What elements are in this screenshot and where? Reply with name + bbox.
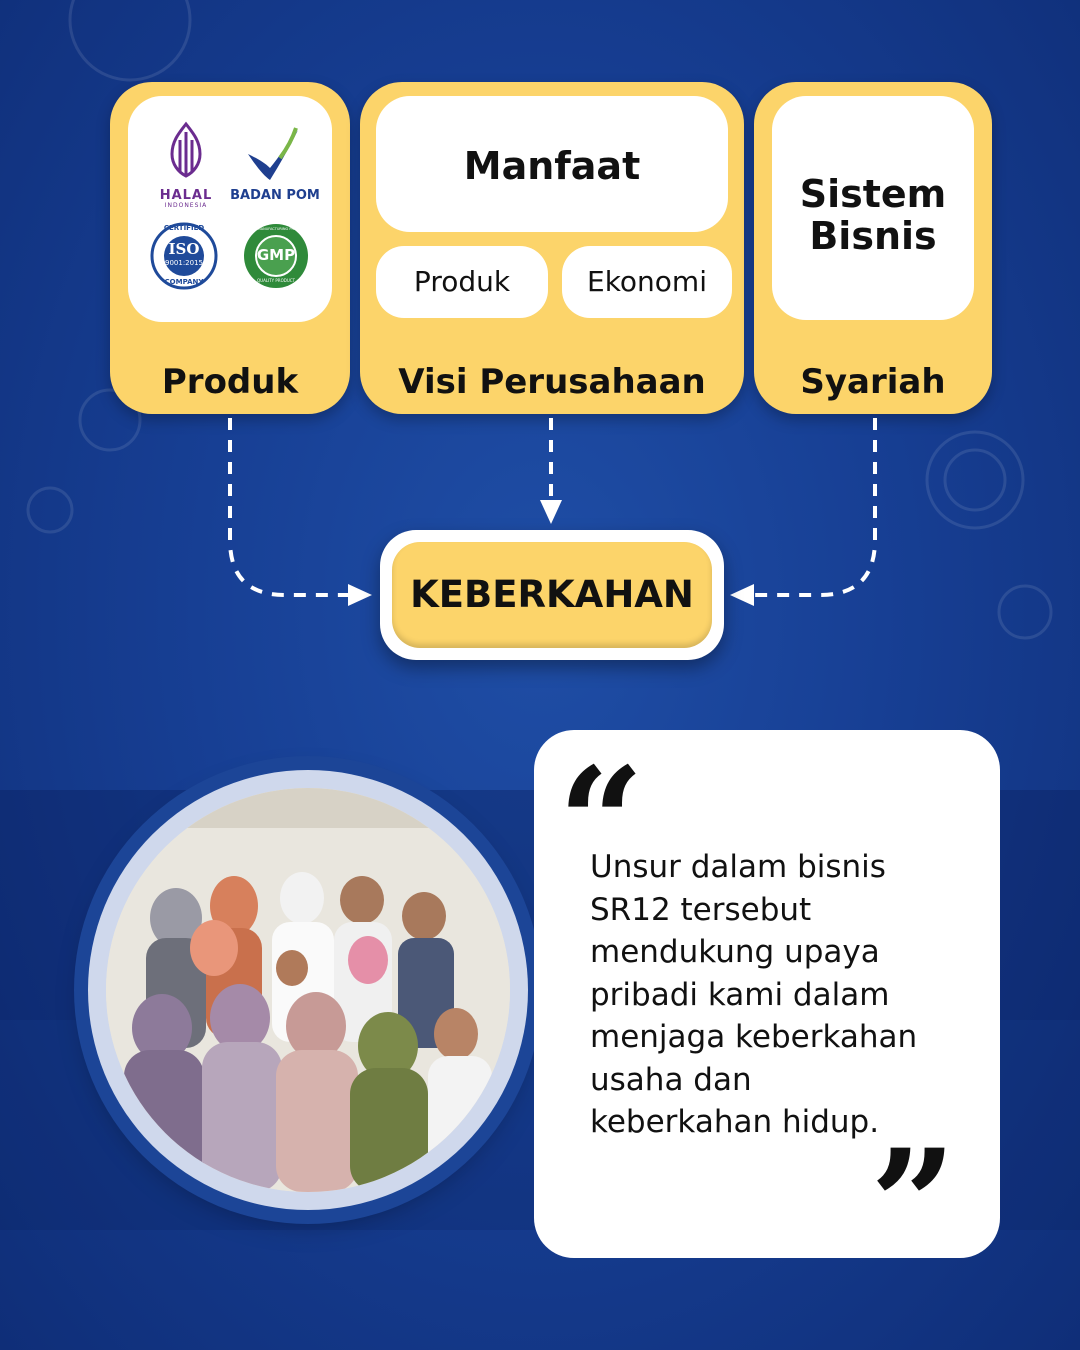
arrow-head-right-icon xyxy=(730,584,754,606)
halal-title: HALAL xyxy=(159,188,213,203)
arrow-head-left-icon xyxy=(348,584,372,606)
pill-ekonomi: Ekonomi xyxy=(562,246,732,318)
sistem-text: Sistem xyxy=(799,172,947,216)
photo-frame xyxy=(88,770,528,1210)
quote-line: keberkahan hidup. xyxy=(590,1104,880,1140)
iso-standard-text: 9001:2015 xyxy=(165,259,203,267)
quote-text xyxy=(590,846,980,1144)
badan-pom-title: BADAN POM xyxy=(230,188,320,203)
open-quote-icon: “ xyxy=(558,735,645,911)
iso-middle-text: ISO xyxy=(168,240,200,258)
halal-subtitle: INDONESIA xyxy=(164,202,208,209)
card-label-syariah: Syariah xyxy=(800,362,946,402)
arrow-head-down-icon xyxy=(540,500,562,524)
card-label-visi: Visi Perusahaan xyxy=(398,362,706,402)
quote-line: usaha dan xyxy=(590,1061,752,1098)
quote-line: mendukung upaya xyxy=(590,934,880,970)
quote-line: pribadi kami dalam xyxy=(590,976,890,1013)
quote-line: SR12 tersebut xyxy=(590,891,812,928)
gmp-ring-top-text: GOOD MANUFACTURING PRACTICE xyxy=(245,227,307,231)
card-label-produk: Produk xyxy=(161,362,299,402)
iso-bottom-text: COMPANY xyxy=(164,278,204,286)
close-quote-icon: ” xyxy=(870,1117,957,1293)
quote-line: menjaga keberkahan xyxy=(590,1019,918,1055)
pill-produk: Produk xyxy=(376,246,548,318)
iso-top-text: CERTIFIED xyxy=(163,224,205,232)
quote-card xyxy=(534,730,1000,1293)
keberkahan-box xyxy=(380,530,724,660)
bisnis-text: Bisnis xyxy=(809,214,937,258)
gmp-ring-bottom-text: QUALITY PRODUCT xyxy=(257,278,295,283)
manfaat-title: Manfaat xyxy=(463,144,641,188)
quote-line: Unsur dalam bisnis xyxy=(590,849,886,885)
gmp-text: GMP xyxy=(256,246,296,264)
family-group-photo xyxy=(106,788,510,1192)
keberkahan-label: KEBERKAHAN xyxy=(392,542,712,648)
